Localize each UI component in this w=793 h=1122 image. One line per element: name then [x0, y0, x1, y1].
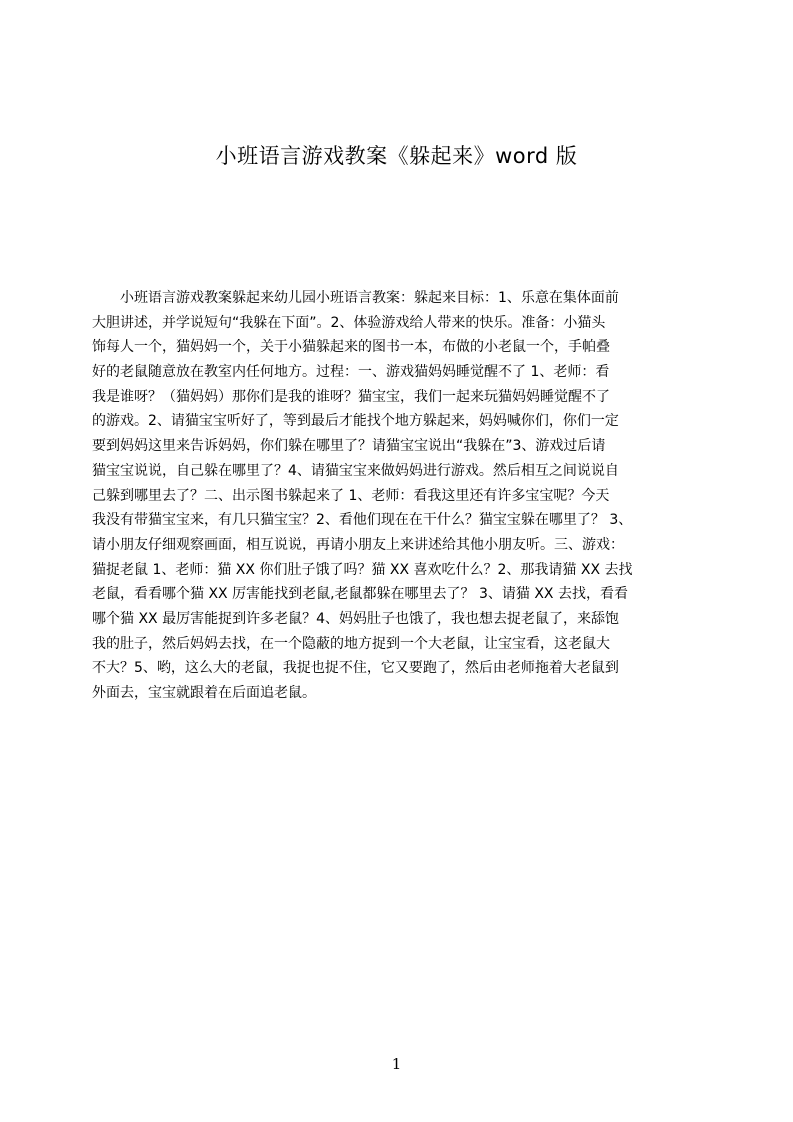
body-line: 我没有带猫宝宝来，有几只猫宝宝？2、看他们现在在干什么？猫宝宝躲在哪里了？ 3、 [92, 512, 633, 529]
body-line: 不大？5、哟，这么大的老鼠，我捉也捉不住，它又要跑了，然后由老师拖着大老鼠到 [92, 660, 619, 677]
body-line: 小班语言游戏教案躲起来幼儿园小班语言教案：躲起来目标：1、乐意在集体面前 [92, 290, 619, 306]
body-line: 的游戏。2、请猫宝宝听好了，等到最后才能找个地方躲起来，妈妈喊你们，你们一定 [92, 413, 619, 430]
body-line: 请小朋友仔细观察画面，相互说说，再请小朋友上来讲述给其他小朋友听。三、游戏： [92, 536, 624, 553]
document-title: 小班语言游戏教案《躲起来》word 版 [215, 144, 578, 168]
body-line: 老鼠，看看哪个猫 XX 厉害能找到老鼠,老鼠都躲在哪里去了？ 3、请猫 XX 去找，看看 [92, 586, 628, 603]
body-line: 猫宝宝说说，自己躲在哪里了？4、请猫宝宝来做妈妈进行游戏。然后相互之间说说自 [92, 462, 619, 479]
document-body [92, 286, 698, 706]
body-line: 好的老鼠随意放在教室内任何地方。过程：一、游戏猫妈妈睡觉醒不了 1、老师：看 [92, 364, 610, 381]
page-number: 1 [391, 1055, 402, 1073]
body-line: 猫捉老鼠 1、老师：猫 XX 你们肚子饿了吗？猫 XX 喜欢吃什么？2、那我请猫 XX 去找 [92, 561, 633, 578]
body-line: 我是谁呀？（猫妈妈）那你们是我的谁呀？猫宝宝，我们一起来玩猫妈妈睡觉醒不了 [92, 388, 610, 405]
body-line: 我的肚子，然后妈妈去找，在一个隐蔽的地方捉到一个大老鼠，让宝宝看，这老鼠大 [92, 635, 610, 652]
body-line: 大胆讲述，并学说短句“我躲在下面”。2、体验游戏给人带来的快乐。准备：小猫头 [92, 314, 606, 331]
body-line: 要到妈妈这里来告诉妈妈，你们躲在哪里了？请猫宝宝说出“我躲在”3、游戏过后请 [92, 438, 606, 455]
body-line: 外面去，宝宝就跟着在后面追老鼠。 [92, 685, 316, 701]
body-line: 己躲到哪里去了？二、出示图书躲起来了 1、老师：看我这里还有许多宝宝呢？今天 [92, 487, 610, 504]
body-line: 哪个猫 XX 最厉害能捉到许多老鼠？4、妈妈肚子也饿了，我也想去捉老鼠了，来舔饱 [92, 610, 619, 627]
body-line: 饰每人一个，猫妈妈一个，关于小猫躲起来的图书一本，布做的小老鼠一个，手帕叠 [92, 339, 610, 356]
